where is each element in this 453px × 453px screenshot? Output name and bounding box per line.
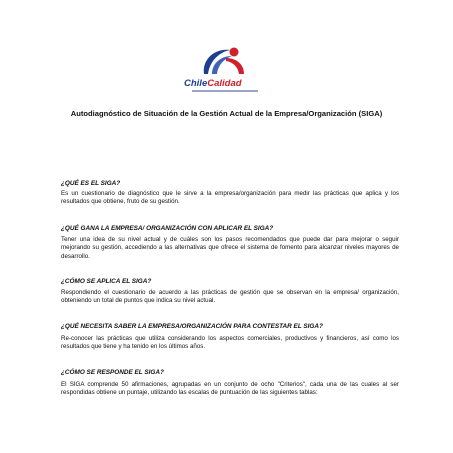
document-title: Autodiagnóstico de Situación de la Gestión Actual de la Empresa/Organización (SIGA) — [70, 109, 383, 118]
section-2-question: ¿QUÉ GANA LA EMPRESA/ ORGANIZACIÓN CON APLICAR EL SIGA? — [61, 225, 274, 232]
section-3-question: ¿CÓMO SE APLICA EL SIGA? — [61, 278, 152, 285]
logo-tagline-bar — [192, 90, 258, 92]
section-5-question: ¿CÓMO SE RESPONDE EL SIGA? — [61, 369, 164, 376]
section-3-answer: Respondiendo el cuestionario de acuerdo a las prácticas de gestión que se observan en la empresa/ organización, obteniendo un total de puntos que indica su nivel actual. — [61, 289, 399, 305]
section-1-answer: Es un cuestionario de diagnóstico que le sirve a la empresa/organización para medir las prácticas que aplica y los resultados que obtiene, fruto de su gestión. — [61, 190, 399, 206]
logo-emblem-icon — [198, 44, 250, 78]
section-5-answer: El SIGA comprende 50 afirmaciones, agrupadas en un conjunto de ocho "Criterios", cada una de las cuales al ser respondidas obtiene un puntaje, utilizando las escalas de puntuación de las siguientes tablas: — [61, 381, 399, 397]
chilecalidad-logo — [178, 44, 270, 94]
section-1-question: ¿QUÉ ES EL SIGA? — [61, 180, 121, 187]
section-2-answer: Tener una idea de su nivel actual y de cuáles son los pasos recomendados que puede dar para mejorar o seguir mejorando su gestión, accediendo a las alternativas que ofrece el sistema de fomento para alcanzar niveles mayores de desarrollo. — [61, 236, 399, 260]
logo-wordmark: ChileCalidad — [184, 78, 242, 89]
section-4-answer: Re-conocer las prácticas que utiliza considerando los aspectos comerciales, productivos y financieros, así como los resultados que tiene y ha tenido en los últimos años. — [61, 335, 399, 351]
section-4-question: ¿QUÉ NECESITA SABER LA EMPRESA/ORGANIZACIÓN PARA CONTESTAR EL SIGA? — [61, 323, 323, 330]
